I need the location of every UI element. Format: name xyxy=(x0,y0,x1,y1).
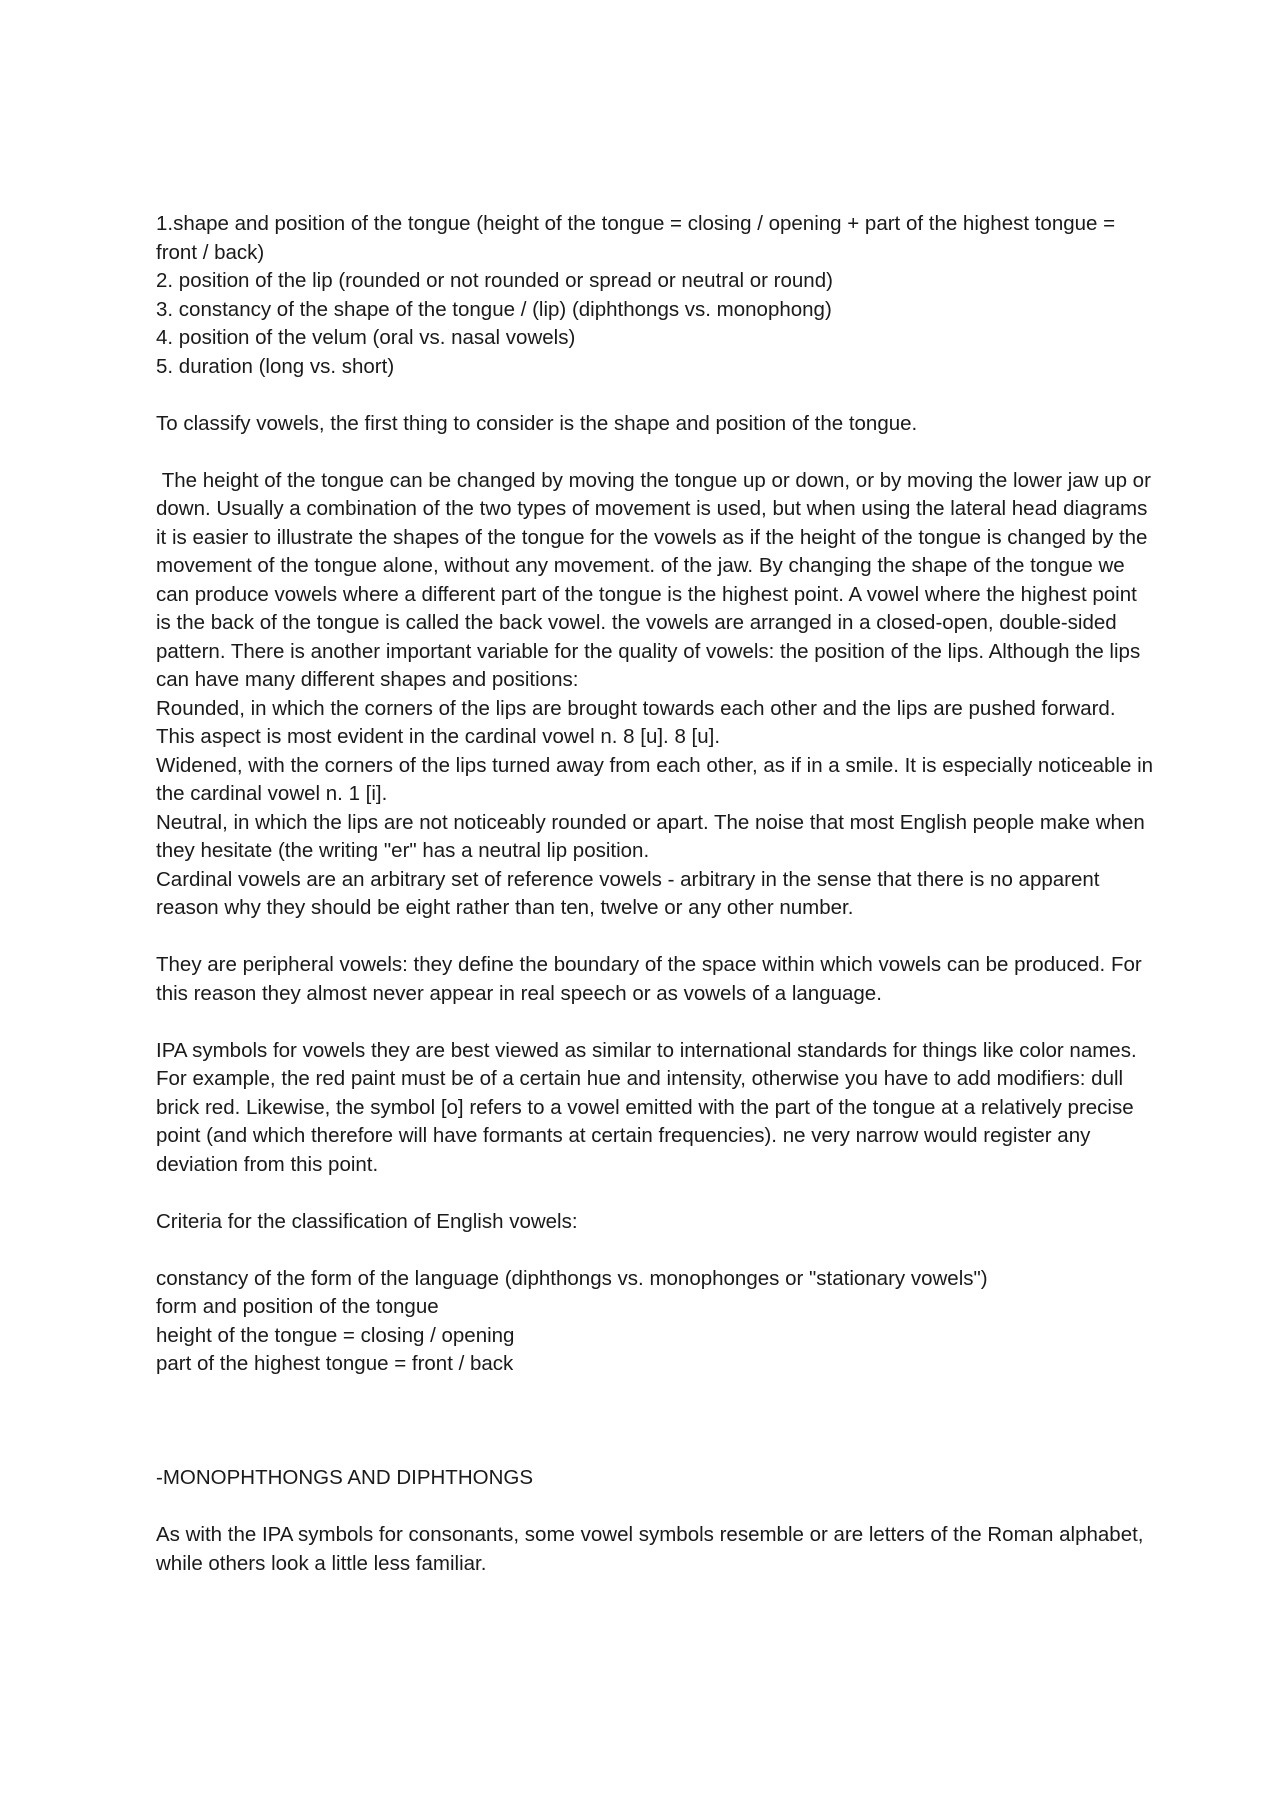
english-criteria-heading: Criteria for the classification of English vowels: xyxy=(156,1209,578,1233)
criteria-item-3: 3. constancy of the shape of the tongue / (lip) (diphthongs vs. monophong) xyxy=(156,297,832,321)
criteria-item-2: 2. position of the lip (rounded or not rounded or spread or neutral or round) xyxy=(156,269,833,292)
peripheral-vowels-paragraph: They are peripheral vowels: they define the boundary of the space within which vowels can be produced. For this reason they almost never appear in real speech or as vowels of a language. xyxy=(156,953,1148,1005)
criteria-item-5: 5. duration (long vs. short) xyxy=(156,354,395,378)
english-criteria-item-1: constancy of the form of the language (diphthongs vs. monophonges or "stationary vowels") xyxy=(156,1266,988,1290)
english-criteria-item-3: height of the tongue = closing / opening xyxy=(156,1323,515,1347)
vowel-criteria-list xyxy=(156,210,1156,381)
english-criteria-list xyxy=(156,1265,1156,1379)
widened-lips-paragraph: Widened, with the corners of the lips turned away from each other, as if in a smile. It is especially noticeable in the cardinal vowel n. 1 [i]. xyxy=(156,753,1159,805)
section-heading: -MONOPHTHONGS AND DIPHTHONGS xyxy=(156,1466,533,1489)
ipa-symbols-paragraph: IPA symbols for vowels they are best viewed as similar to international standards for things like color names. For example, the red paint must be of a certain hue and intensity, otherwise you have to add modifiers: dull brick red. Likewise, the symbol [o] refers to a vowel emitted with the part of the tongue at a relatively precise point (and which therefore will have formants at certain frequencies). ne very narrow would register any deviation from this point. xyxy=(156,1038,1143,1176)
neutral-lips-paragraph: Neutral, in which the lips are not noticeably rounded or apart. The noise that most English people make when they hesitate (the writing "er" has a neutral lip position. xyxy=(156,810,1151,862)
english-criteria-item-2: form and position of the tongue xyxy=(156,1295,439,1318)
english-criteria-item-4: part of the highest tongue = front / back xyxy=(156,1352,514,1375)
cardinal-vowels-paragraph: Cardinal vowels are an arbitrary set of reference vowels - arbitrary in the sense that there is no apparent reason why they should be eight rather than ten, twelve or any other number. xyxy=(156,867,1106,919)
criteria-item-4: 4. position of the velum (oral vs. nasal vowels) xyxy=(156,326,576,349)
document-page xyxy=(156,210,1159,1578)
tongue-height-paragraph: The height of the tongue can be changed by moving the tongue up or down, or by moving the lower jaw up or down. Usually a combination of the two types of movement is used, but when using the lateral head diagrams it is easier to illustrate the shapes of the tongue for the vowels as if the height of the tongue is changed by the movement of the tongue alone, without any movement. of the jaw. By changing the shape of the tongue we can produce vowels where a different part of the tongue is the highest point. A vowel where the highest point is the back of the tongue is called the back vowel. the vowels are arranged in a closed-open, double-sided pattern. There is another important variable for the quality of vowels: the position of the lips. Although the lips can have many different shapes and positions: xyxy=(156,468,1157,691)
criteria-item-1: 1.shape and position of the tongue (height of the tongue = closing / opening + part of the highest tongue = front / back) xyxy=(156,212,1121,264)
classify-intro-paragraph: To classify vowels, the first thing to consider is the shape and position of the tongue. xyxy=(156,411,918,435)
closing-paragraph: As with the IPA symbols for consonants, some vowel symbols resemble or are letters of the Roman alphabet, while others look a little less familiar. xyxy=(156,1523,1150,1575)
rounded-lips-paragraph: Rounded, in which the corners of the lips are brought towards each other and the lips are pushed forward. This aspect is most evident in the cardinal vowel n. 8 [u]. 8 [u]. xyxy=(156,696,1121,748)
